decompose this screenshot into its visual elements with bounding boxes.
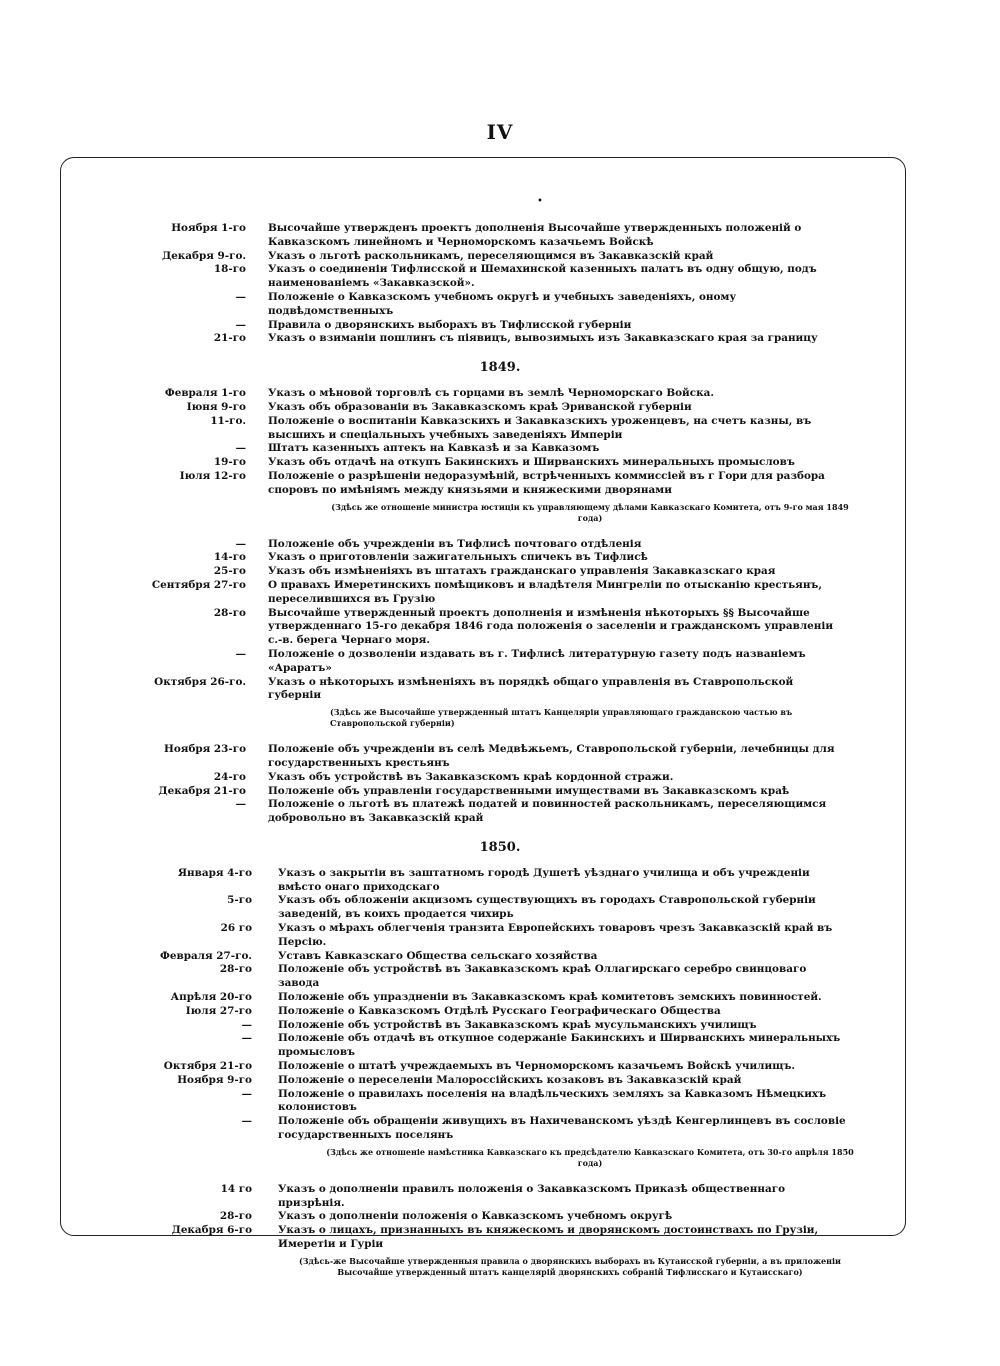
entry-row [0,1183,1000,1211]
entry-text: Положеніе объ учрежденіи въ селѣ Медвѣжьемъ, Ставропольской губерніи, лечебницы для государственныхъ крестьянъ [268,743,835,769]
entry-text: Высочайше утвержденный проектъ дополненія и измѣненія нѣкоторыхъ §§ Высочайше утвержденнаго 15-го декабря 1846 года положенія о заселеніи и гражданскомъ управленіи с.-в. берега Чернаго моря. [268,606,834,647]
entry-date: — [241,1115,252,1128]
entry-text: Указъ о нѣкоторыхъ измѣненіяхъ въ порядкѣ общаго управленія въ Ставропольской губерніи [268,675,794,702]
entry-row [0,291,1000,319]
footnote-1850-b: (Здѣсь-же Высочайше утвержденныя правила о дворянскихъ выборахъ въ Кутаисской губерніи, а въ приложеніи Высочайше утвержденный штатъ канцелярій дворянскихъ собраній Тифлисскаго и Кутаисскаго) [299,1255,841,1277]
entry-date: Февраля 27-го. [160,949,252,962]
entry-text: Уставъ Кавказскаго Общества сельскаго хозяйства [278,949,598,962]
entry-date: — [235,442,246,455]
entries-1850-part1 [0,867,1000,1143]
entry-row [0,579,1000,607]
entries-1850-part2 [0,1183,1000,1252]
entry-text: Положеніе о штатѣ учреждаемыхъ въ Черноморскомъ казачьемъ Войскѣ училищъ. [278,1060,796,1073]
entry-text: Положеніе о дозволеніи издавать въ г. Тифлисѣ литературную газету подъ названіемъ «Араратъ» [268,647,806,674]
entry-date: Ноября 9-го [177,1073,252,1086]
entry-row [0,785,1000,799]
year-heading-1849: 1849. [479,360,521,376]
entry-date: Декабря 21-го [158,784,246,797]
entries-1848 [0,222,1000,346]
entry-row [0,551,1000,565]
entry-text: Положеніе объ устройствѣ въ Закавказскомъ краѣ Оллагирскаго серебро свинцоваго завода [278,963,807,990]
entry-text: Положеніе объ упраздненіи въ Закавказскомъ краѣ комитетовъ земскихъ повинностей. [278,991,822,1004]
entry-text: Положеніе объ устройствѣ въ Закавказскомъ краѣ мусульманскихъ училищъ [278,1018,757,1031]
footnote-1849-b: (Здѣсь же Высочайше утвержденный штатъ Канцеляріи управляющаго гражданскою частью въ Ставропольской губерніи) [330,707,793,729]
entries-1849-part2 [0,538,1000,704]
entry-text: Указъ объ устройствѣ въ Закавказскомъ краѣ кордонной стражи. [268,770,674,783]
entry-date: 14 го [220,1182,252,1195]
entry-row [0,607,1000,648]
entry-text: Указъ о приготовленіи зажигательныхъ спичекъ въ Тифлисѣ [268,551,648,564]
entry-text: Указъ о льготѣ раскольникамъ, переселяющимся въ Закавказскій край [268,249,714,262]
entry-text: Указъ о дополненіи правилъ положенія о Закавказскомъ Приказѣ общественнаго призрѣнія. [278,1182,786,1209]
entries-1849-part3 [0,743,1000,826]
footnote-1849-a: (Здѣсь же отношеніе министра юстиціи къ управляющему дѣлами Кавказскаго Комитета, отъ 9-го мая 1849 года) [331,501,849,523]
entry-row [0,263,1000,291]
entry-row [0,963,1000,991]
entry-text: Высочайше утвержденъ проектъ дополненія Высочайше утвержденныхъ положеній о Кавказскомъ линейномъ и Черноморскомъ казачьемъ Войскѣ [268,222,802,248]
entry-date: 28-го [219,963,252,976]
entry-date: — [235,537,246,550]
entry-date: 11-го. [210,414,246,427]
entry-row [0,538,1000,552]
entry-row [0,771,1000,785]
entry-date: Ноября 1-го [171,222,246,234]
entries-1849-part1 [0,387,1000,497]
entry-date: Декабря 6-го [171,1224,252,1237]
entry-text: Положеніе объ отдачѣ въ откупное содержаніе Бакинскихъ и Ширванскихъ минеральныхъ промысловъ [278,1032,841,1059]
entry-row [0,1005,1000,1019]
entry-text: Положеніе объ управленіи государственными имуществами въ Закавказскомъ краѣ [268,784,790,797]
entry-row [0,222,1000,250]
entry-date: — [235,290,246,303]
entry-row [0,798,1000,826]
entry-date: 28-го [219,1210,252,1223]
entry-date: 18-го [213,263,246,276]
entry-date: Ноября 23-го [164,743,246,756]
entry-date: — [235,798,246,811]
entry-row [0,456,1000,470]
entry-text: Положеніе о правилахъ поселенія на владѣльческихъ земляхъ за Кавказомъ Нѣмецкихъ колонистовъ [278,1087,827,1114]
entry-row [0,401,1000,415]
entry-date: 25-го [213,565,246,578]
entry-row [0,319,1000,333]
entry-date: 5-го [227,894,252,907]
entry-row [0,1019,1000,1033]
entry-text: Положеніе о Кавказскомъ Отдѣлѣ Русскаго Географическаго Общества [278,1004,721,1017]
entry-text: Положеніе о Кавказскомъ учебномъ округѣ и учебныхъ заведеніяхъ, оному подвѣдомственныхъ [268,290,737,317]
entry-row [0,442,1000,456]
entry-date: — [241,1018,252,1031]
entry-text: Положеніе о переселеніи Малороссійскихъ козаковъ въ Закавказскій край [278,1073,742,1086]
entry-text: Указъ объ обложеніи акцизомъ существующихъ въ городахъ Ставропольской губерніи заведеній, въ коихъ продается чихирь [278,894,816,921]
entry-text: Положеніе объ обращеніи живущихъ въ Нахичеванскомъ уѣздѣ Кенгерлинцевъ въ сословіе государственныхъ поселянъ [278,1115,846,1142]
entry-text: Указъ о дополненіи положенія о Кавказскомъ учебномъ округѣ [278,1210,673,1223]
entry-row [0,1210,1000,1224]
entry-date: Февраля 1-го [164,387,246,400]
entry-text: Положеніе о льготѣ въ платежѣ податей и повинностей раскольникамъ, переселяющимся добровольно въ Закавказскій край [268,798,827,825]
entry-text: Указъ о взиманіи пошлинъ съ піявицъ, вывозимыхъ изъ Закавказскаго края за границу [268,332,818,345]
entry-text: Указъ объ измѣненіяхъ въ штатахъ гражданскаго управленія Закавказскаго края [268,565,776,578]
entry-text: Положеніе о разрѣшеніи недоразумѣній, встрѣченныхъ коммиссіей въ г Гори для разбора споровъ по имѣніямъ между князьями и княжескими дворянами [268,469,825,496]
entry-row [0,676,1000,704]
entry-row [0,415,1000,443]
entry-text: Правила о дворянскихъ выборахъ въ Тифлисской губерніи [268,318,632,331]
entry-date: Апрѣля 20-го [170,991,252,1004]
entry-row [0,1032,1000,1060]
entry-row [0,1115,1000,1143]
entry-date: 14-го [213,551,246,564]
entry-date: Января 4-го [177,866,252,879]
entry-row [0,867,1000,895]
year-heading-1850: 1850. [479,839,521,855]
entry-text: Положеніе о воспитаніи Кавказскихъ и Закавказскихъ уроженцевъ, на счетъ казны, въ высшихъ и спеціальныхъ учебныхъ заведеніяхъ Имперіи [268,414,812,441]
entry-text: Указъ о мѣновой торговлѣ съ горцами въ землѣ Черноморскаго Войска. [268,387,714,400]
entry-row [0,743,1000,771]
entry-row [0,894,1000,922]
footnote-1850-a: (Здѣсь же отношеніе намѣстника Кавказскаго къ предсѣдателю Кавказскаго Комитета, отъ 30-го апрѣля 1850 года) [326,1146,854,1168]
entry-row [0,250,1000,264]
entry-row [0,922,1000,950]
entry-date: 19-го [213,456,246,469]
entry-date: 24-го [213,770,246,783]
entry-date: Декабря 9-го. [161,249,246,262]
entry-date: Іюня 9-го [186,400,246,413]
entry-row [0,1088,1000,1116]
entry-text: Указъ о закрытіи въ заштатномъ городѣ Душетѣ уѣзднаго училища и объ учрежденіи вмѣсто онаго приходскаго [278,866,810,893]
entry-row [0,470,1000,498]
entry-row [0,950,1000,964]
entry-row [0,387,1000,401]
entry-row [0,991,1000,1005]
entry-text: Штатъ казенныхъ аптекъ на Кавказѣ и за Кавказомъ [268,442,600,455]
entry-date: Сентября 27-го [151,578,246,591]
page-number: IV [486,120,514,144]
entry-row [0,1224,1000,1252]
entry-date: 26 го [220,922,252,935]
entry-date: Іюля 27-го [185,1004,252,1017]
entry-text: Положеніе объ учрежденіи въ Тифлисѣ почтоваго отдѣленія [268,537,642,550]
entry-text: Указъ о лицахъ, признанныхъ въ княжескомъ и дворянскомъ достоинствахъ по Грузіи, Имеретіи и Гуріи [278,1224,819,1251]
entry-date: 21-го [213,332,246,345]
entry-text: Указъ о мѣрахъ облегченія транзита Европейскихъ товаровъ чрезъ Закавказскій край въ Персію. [278,922,833,948]
ornament-dot: • [537,196,543,207]
entry-text: Указъ объ образованіи въ Закавказскомъ краѣ Эриванской губерніи [268,400,692,413]
entry-text: Указъ о соединеніи Тифлисской и Шемахинской казенныхъ палатъ въ одну общую, подъ наименованіемъ «Закавказской». [268,263,817,290]
entry-row [0,648,1000,676]
chronology-list [0,222,1000,1292]
entry-row [0,565,1000,579]
entry-date: Октября 26-го. [154,675,246,688]
entry-text: Указъ объ отдачѣ на откупъ Бакинскихъ и Ширванскихъ минеральныхъ промысловъ [268,456,795,469]
entry-date: Іюля 12-го [179,469,246,482]
entry-date: — [241,1032,252,1045]
entry-text: О правахъ Имеретинскихъ помѣщиковъ и владѣтеля Мингреліи по отысканію крестьянъ, переселившихся въ Грузію [268,578,823,605]
entry-date: Октября 21-го [163,1060,252,1073]
entry-date: — [235,647,246,660]
entry-date: — [241,1087,252,1100]
entry-date: — [235,318,246,331]
entry-row [0,1060,1000,1074]
entry-date: 28-го [213,606,246,619]
entry-row [0,1074,1000,1088]
entry-row [0,332,1000,346]
